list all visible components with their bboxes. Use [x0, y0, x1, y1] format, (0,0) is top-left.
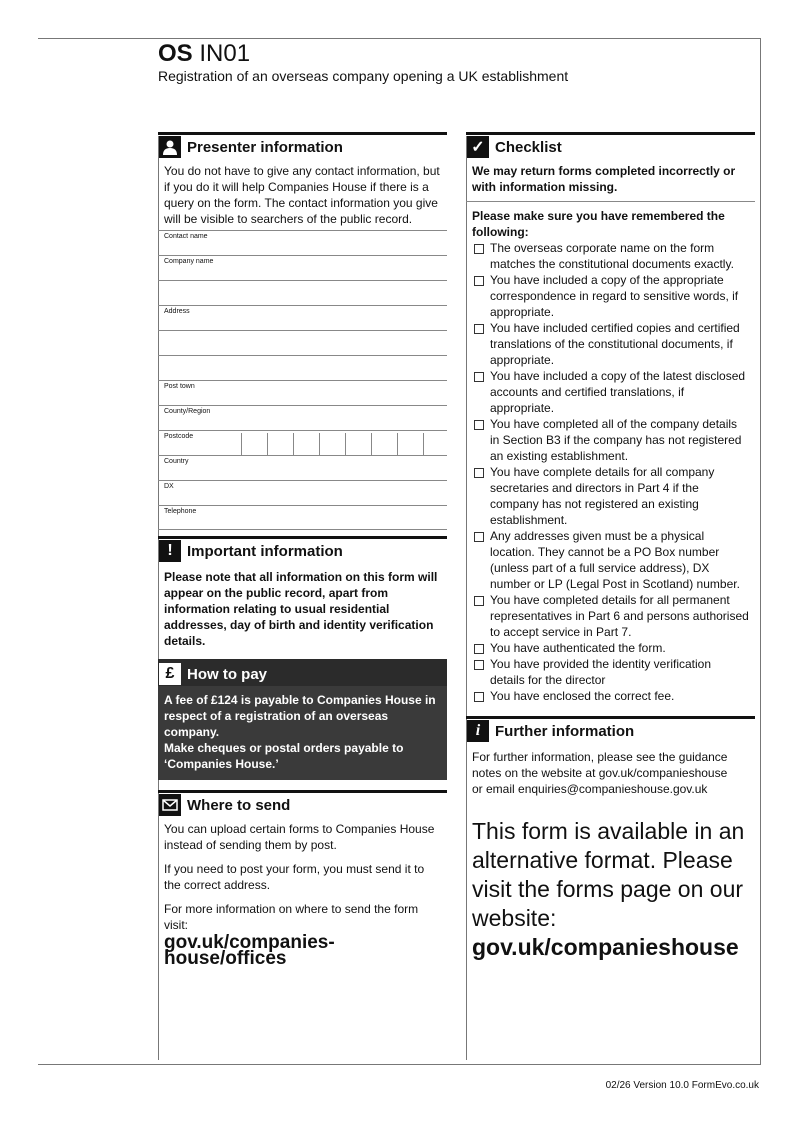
- companieshouse-link[interactable]: gov.uk/companieshouse: [472, 934, 739, 960]
- presenter-intro: You do not have to give any contact information, but if you do it will help Companies House if there is a query on the form. The contact information you give will be visible to searchers of the public record.: [164, 164, 440, 226]
- offices-link[interactable]: gov.uk/companies-house/offices: [164, 932, 335, 969]
- checklist-item[interactable]: The overseas corporate name on the form matches the constitutional documents exactly.: [472, 240, 749, 272]
- form-code: OS IN01: [158, 40, 251, 67]
- wheretosend-p3: For more information on where to send the form visit:: [164, 902, 419, 932]
- form-subtitle: Registration of an overseas company opening a UK establishment: [158, 68, 569, 84]
- country-field[interactable]: Country: [158, 455, 447, 480]
- alt-format-text: This form is available in an alternative format. Please visit the forms page on our website:: [472, 818, 745, 931]
- address-field[interactable]: Address: [158, 305, 447, 330]
- further-heading: i Further information: [466, 716, 755, 743]
- contact-name-field[interactable]: Contact name: [158, 230, 447, 255]
- checklist-item[interactable]: You have completed details for all permanent representatives in Part 6 and persons authorised to accept service in Part 7.: [472, 592, 749, 640]
- howtopay-text: [158, 686, 447, 780]
- further-body: [466, 743, 755, 801]
- county-field[interactable]: County/Region: [158, 405, 447, 430]
- further-line2: notes on the website at gov.uk/companieshouse: [472, 766, 728, 780]
- info-icon: i: [467, 720, 489, 742]
- checklist-item[interactable]: You have included a copy of the latest disclosed accounts and certified translations, if appropriate.: [472, 368, 749, 416]
- checklist-item[interactable]: You have included certified copies and certified translations of the constitutional documents, if appropriate.: [472, 320, 749, 368]
- address-field-3[interactable]: [158, 355, 447, 380]
- howtopay-fee: A fee of £124 is payable to Companies House in respect of a registration of an overseas company.: [164, 693, 436, 739]
- postcode-field[interactable]: Postcode: [158, 430, 447, 455]
- post-town-field[interactable]: Post town: [158, 380, 447, 405]
- important-heading: ! Important information: [158, 536, 447, 563]
- company-name-field-2[interactable]: [158, 280, 447, 305]
- wheretosend-body: [158, 817, 447, 971]
- company-name-field[interactable]: Company name: [158, 255, 447, 280]
- checklist-item[interactable]: You have included a copy of the appropriate correspondence in regard to sensitive words, if appropriate.: [472, 272, 749, 320]
- further-line1: For further information, please see the guidance: [472, 750, 728, 764]
- checklist-intro: Please make sure you have remembered the following:: [472, 209, 725, 239]
- checklist-item[interactable]: Any addresses given must be a physical location. They cannot be a PO Box number (unless part of a full service address), DX number or LP (Legal Post in Scotland) number.: [472, 528, 749, 592]
- wheretosend-p1: You can upload certain forms to Companies House instead of sending them by post.: [164, 822, 435, 852]
- important-text: Please note that all information on this form will appear on the public record, apart from information relating to usual residential addresses, day of birth and identity verification details.: [164, 570, 438, 648]
- presenter-heading: Presenter information: [158, 132, 447, 159]
- wheretosend-p2: If you need to post your form, you must send it to the correct address.: [164, 862, 425, 892]
- checklist-item[interactable]: You have completed all of the company details in Section B3 if the company has not registered an existing establishment.: [472, 416, 749, 464]
- howtopay-payable: Make cheques or postal orders payable to ‘Companies House.’: [164, 741, 404, 771]
- checklist-item[interactable]: You have authenticated the form.: [472, 640, 749, 656]
- footer-version: 02/26 Version 10.0 FormEvo.co.uk: [605, 1080, 759, 1091]
- checklist-heading: ✓ Checklist: [466, 132, 755, 159]
- telephone-field[interactable]: Telephone: [158, 505, 447, 530]
- left-column: [158, 132, 447, 971]
- checklist-items: [466, 240, 755, 704]
- howtopay-heading: £ How to pay: [158, 659, 447, 686]
- checklist-warning: We may return forms completed incorrectly or with information missing.: [466, 159, 755, 202]
- checklist-item[interactable]: You have enclosed the correct fee.: [472, 688, 749, 704]
- right-column: [466, 132, 755, 962]
- exclamation-icon: !: [159, 540, 181, 562]
- address-field-2[interactable]: [158, 330, 447, 355]
- person-icon: [159, 136, 181, 158]
- alternative-format: [466, 817, 755, 962]
- top-rule: [38, 38, 761, 39]
- postcode-boxes[interactable]: [240, 433, 448, 455]
- bottom-rule: [38, 1064, 761, 1065]
- checklist-item[interactable]: You have complete details for all company secretaries and directors in Part 4 if the company has not registered an existing establishment.: [472, 464, 749, 528]
- checkmark-icon: ✓: [467, 136, 489, 158]
- checklist-item[interactable]: You have provided the identity verification details for the director: [472, 656, 749, 688]
- envelope-icon: [159, 794, 181, 816]
- right-rule: [760, 38, 761, 1065]
- further-line3: or email enquiries@companieshouse.gov.uk: [472, 782, 708, 796]
- wheretosend-heading: Where to send: [158, 790, 447, 817]
- dx-field[interactable]: DX: [158, 480, 447, 505]
- pound-icon: £: [159, 663, 181, 685]
